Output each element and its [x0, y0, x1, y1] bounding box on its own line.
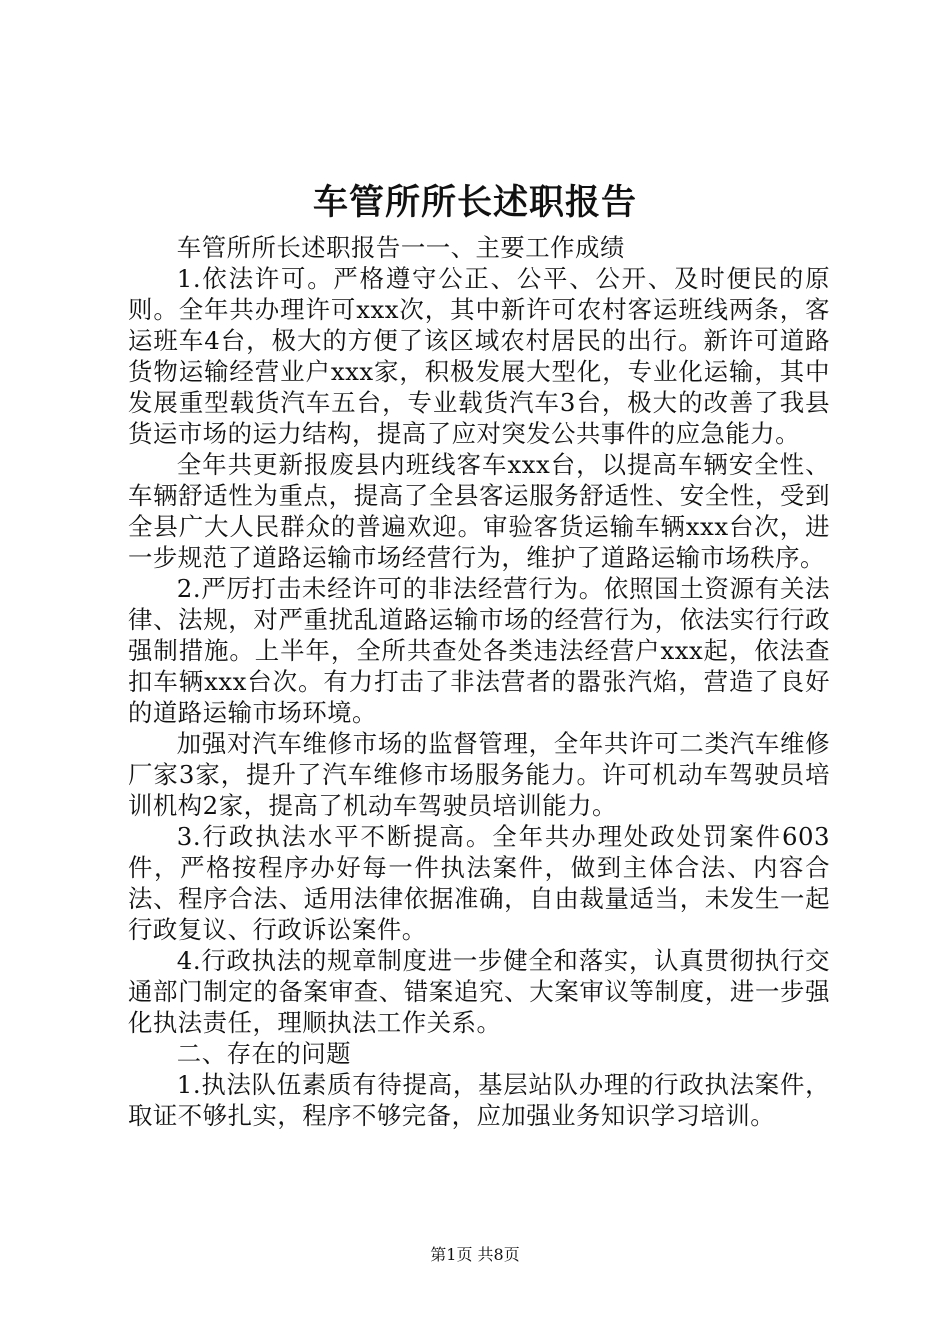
paragraph-law-enforcement-level: 3.行政执法水平不断提高。全年共办理处政处罚案件603件，严格按程序办好每一件执法案件，做到主体合法、内容合法、程序合法、适用法律依据准确，自由裁量适当，未发生一起行政复议、行政诉讼案件。: [128, 822, 830, 944]
document-title: 车管所所长述职报告: [312, 182, 637, 223]
paragraph-intro: 车管所所长述职报告一一、主要工作成绩: [176, 233, 625, 262]
paragraph-licensing: 1.依法许可。严格遵守公正、公平、公开、及时便民的原则。全年共办理许可xxx次，其中新许可农村客运班线两条，客运班车4台，极大的方便了该区域农村居民的出行。新许可道路货物运输经营业户xxx家，积极发展大型化，专业化运输，其中发展重型载货汽车五台，专业载货汽车3台，极大的改善了我县货运市场的运力结构，提高了应对突发公共事件的应急能力。: [128, 264, 830, 448]
paragraph-vehicle-renewal: 全年共更新报废县内班线客车xxx台，以提高车辆安全性、车辆舒适性为重点，提高了全县客运服务舒适性、安全性，受到全县广大人民群众的普遍欢迎。审验客货运输车辆xxx台次，进一步规范了道路运输市场经营行为，维护了道路运输市场秩序。: [128, 450, 830, 572]
document-body: [128, 232, 830, 1131]
paragraph-regulations: 4.行政执法的规章制度进一步健全和落实，认真贯彻执行交通部门制定的备案审查、错案追究、大案审议等制度，进一步强化执法责任，理顺执法工作关系。: [128, 946, 830, 1037]
section-heading-problems: 二、存在的问题: [176, 1039, 352, 1068]
paragraph-enforcement: 2.严厉打击未经许可的非法经营行为。依照国土资源有关法律、法规，对严重扰乱道路运输市场的经营行为，依法实行行政强制措施。上半年，全所共查处各类违法经营户xxx起，依法查扣车辆xxx台次。有力打击了非法营者的嚣张汽焰，营造了良好的道路运输市场环境。: [128, 574, 830, 727]
paragraph-repair-market: 加强对汽车维修市场的监督管理，全年共许可二类汽车维修厂家3家，提升了汽车维修市场服务能力。许可机动车驾驶员培训机构2家，提高了机动车驾驶员培训能力。: [128, 729, 830, 820]
page-footer: 第1页 共8页: [430, 1245, 520, 1264]
paragraph-problem-1: 1.执法队伍素质有待提高，基层站队办理的行政执法案件，取证不够扎实，程序不够完备，应加强业务知识学习培训。: [128, 1070, 830, 1130]
